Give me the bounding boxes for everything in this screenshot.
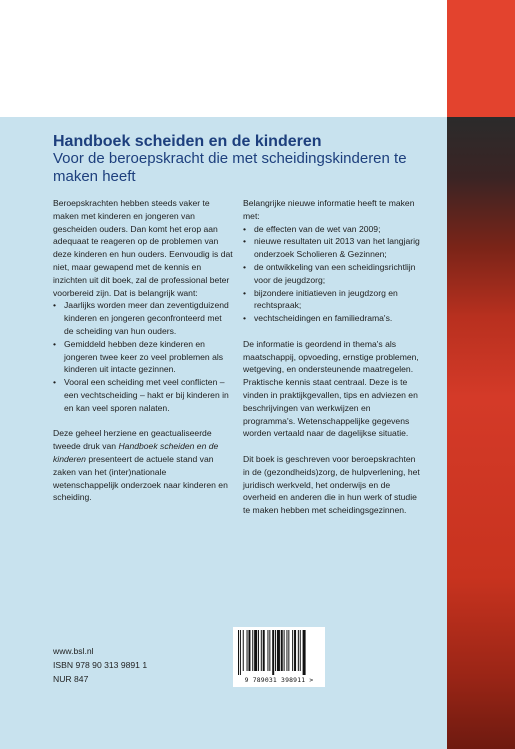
book-title: Handboek scheiden en de kinderen xyxy=(53,133,322,150)
barcode-number: 9 789031 398911 > xyxy=(244,676,314,684)
book-title-italic: Handboek scheiden en de kinderen xyxy=(53,441,219,464)
barcode-bars-icon xyxy=(238,630,320,675)
right-text-column xyxy=(243,197,423,517)
closing-text-part: Deze geheel herziene en geactualiseerde tweede druk van xyxy=(53,428,212,452)
right-paragraph-audience: Dit boek is geschreven voor beroepskrachten in de (gezondheids)zorg, de hulpverlening, het juridisch werkveld, het onderwijs en de overheid en anderen die in hun werk of studie te maken hebben met scheidingsgezinnen. xyxy=(243,453,420,516)
barcode xyxy=(233,627,325,687)
side-color-strip xyxy=(447,117,515,749)
publisher-info xyxy=(53,644,147,686)
nur-label: NUR 847 xyxy=(53,674,89,684)
list-item: • nieuwe resultaten uit 2013 van het langjarig onderzoek Scholieren & Gezinnen; xyxy=(243,235,423,261)
list-item: • Gemiddeld hebben deze kinderen en jongeren twee keer zo veel problemen als kinderen uit intacte gezinnen. xyxy=(53,338,233,376)
left-text-column xyxy=(53,197,233,504)
left-bullet-list xyxy=(53,299,233,414)
book-subtitle: Voor de beroepskracht die met scheidingskinderen te maken heeft xyxy=(53,150,407,185)
publisher-website: www.bsl.nl xyxy=(53,646,94,656)
left-closing-paragraph xyxy=(53,427,233,504)
list-item: • Jaarlijks worden meer dan zeventigduizend kinderen en jongeren geconfronteerd met de scheiding van hun ouders. xyxy=(53,299,233,337)
list-item: • de effecten van de wet van 2009; xyxy=(243,223,423,236)
list-item: • bijzondere initiatieven in jeugdzorg en rechtspraak; xyxy=(243,287,423,313)
right-paragraph-themes: De informatie is geordend in thema's als maatschappij, opvoeding, ernstige problemen, wetgeving, en ondersteunende maatregelen. Praktische kennis staat centraal. Deze is te vinden in praktijkgevallen, tips en adviezen en beschrijvingen van werkwijzen en programma's. Wetenschappelijke gegevens worden vertaald naar de dagelijkse situatie. xyxy=(243,338,419,439)
right-bullet-list xyxy=(243,223,423,325)
list-item: • vechtscheidingen en familiedrama's. xyxy=(243,312,423,325)
isbn-label: ISBN 978 90 313 9891 1 xyxy=(53,660,148,670)
right-intro-paragraph: Belangrijke nieuwe informatie heeft te maken met: xyxy=(243,198,415,221)
top-white-area xyxy=(0,0,447,117)
red-accent-strip xyxy=(447,0,515,117)
closing-text-part: presenteert de actuele stand van zaken van het (inter)nationale wetenschappelijk onderzoek naar kinderen en scheiding. xyxy=(53,453,228,503)
list-item: • Vooral een scheiding met veel conflicten – een vechtscheiding – hakt er bij kinderen in en kan veel sporen nalaten. xyxy=(53,376,233,414)
left-intro-paragraph: Beroepskrachten hebben steeds vaker te maken met kinderen en jongeren van gescheiden ouders. Dan komt het erop aan adequaat te reageren op de problemen van deze kinderen en hun ouders. Eenvoudig is dat niet, maar gewapend met de kennis en inzichten uit dit boek, zal de professional beter voorbereid zijn. Dat is belangrijk want: xyxy=(53,198,233,298)
list-item: • de ontwikkeling van een scheidingsrichtlijn voor de jeugdzorg; xyxy=(243,261,423,287)
